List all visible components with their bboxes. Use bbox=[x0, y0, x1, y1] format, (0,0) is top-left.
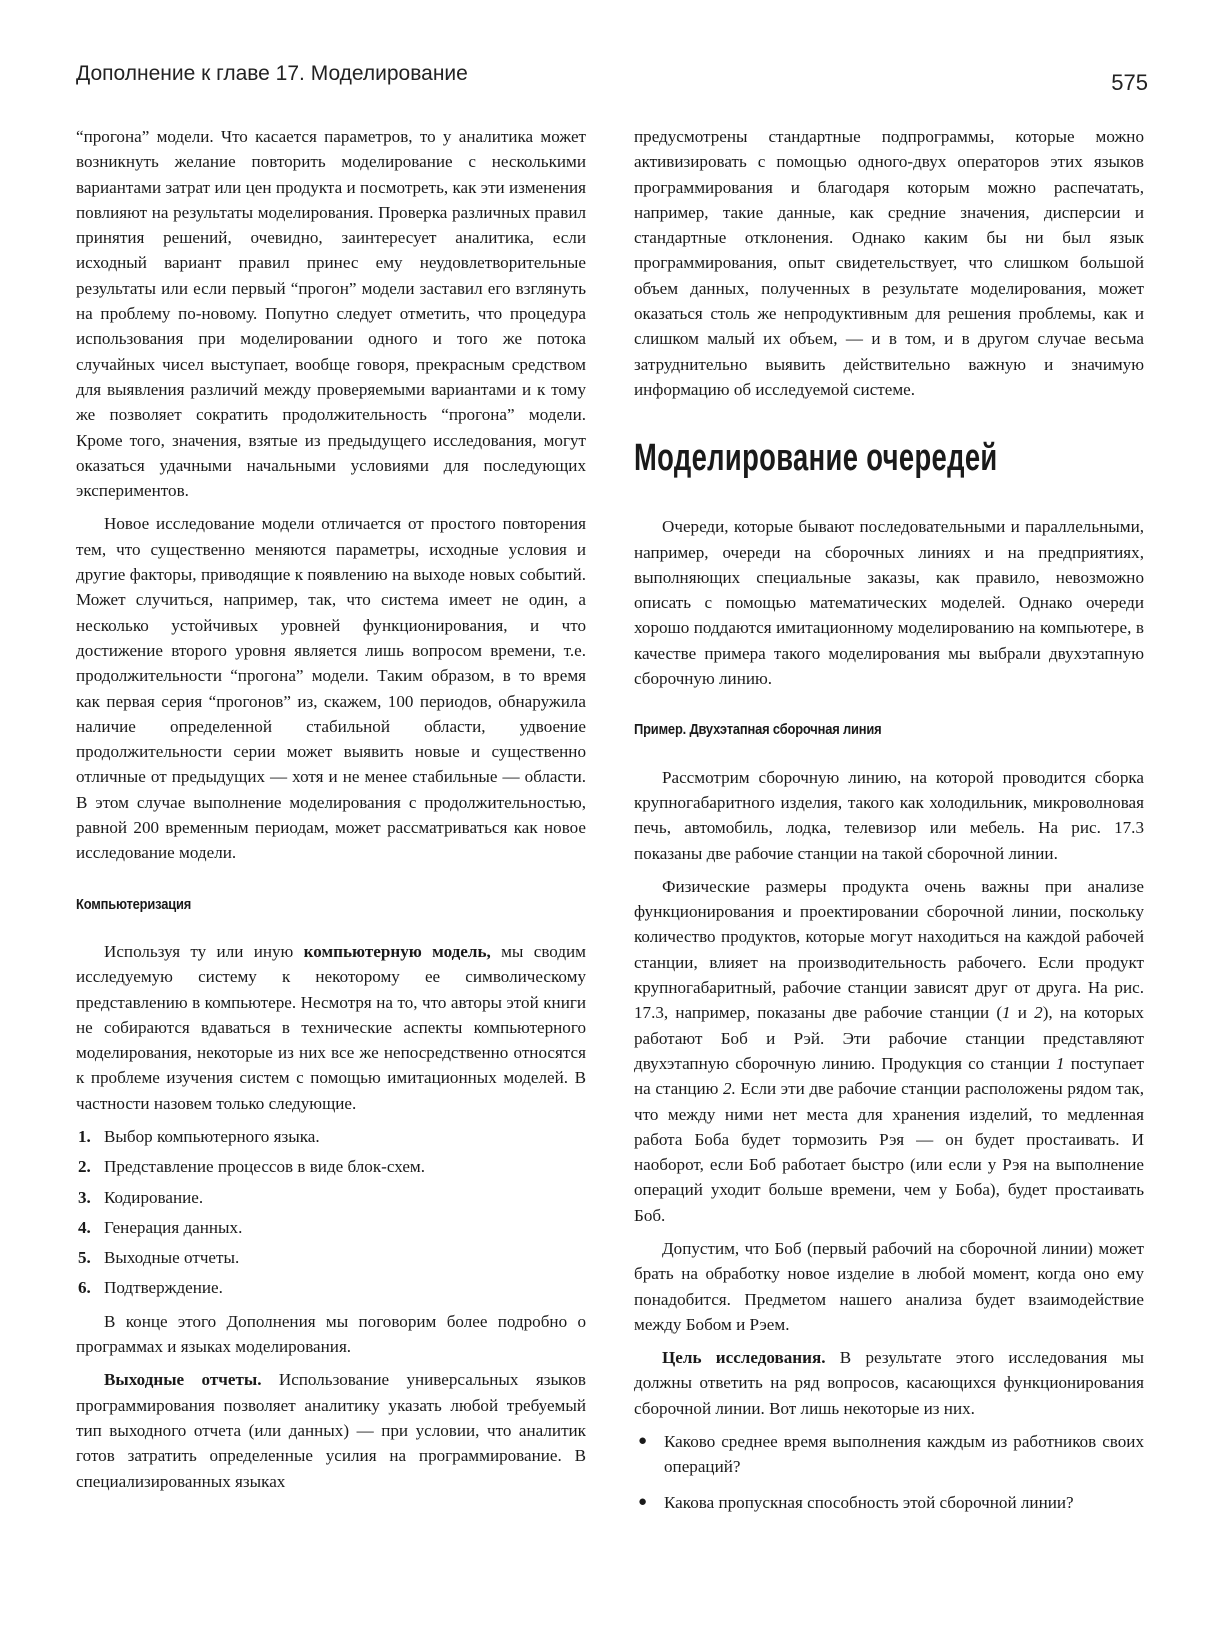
paragraph: Допустим, что Боб (первый рабочий на сборочной линии) может брать на обработку новое изделие в любой момент, когда оно ему понадобится. Предметом нашего анализа будет взаимодействие между Бобом и Рэем. bbox=[634, 1238, 1144, 1334]
italic-run: 1 bbox=[1002, 1003, 1011, 1023]
paragraph bbox=[634, 1345, 1144, 1421]
subheading-computerization: Компьютеризация bbox=[76, 895, 192, 913]
paragraph: предусмотрены стандартные подпрограммы, которые можно активизировать с помощью одного-двух операторов этих языков программирования и благодаря которым можно распечатать, например, такие данные, как средние значения, дисперсии и стандартные отклонения. Однако каким бы ни был язык программирования, опыт свидетельствует, что слишком большой объем данных, полученных в результате моделирования, может оказаться столь же непродуктивным для решения проблемы, как и слишком малый их объем, — и в том, и в другом случае весьма затруднительно выявить действительно важную и значимую информацию об исследуемой системе. bbox=[634, 127, 1144, 399]
list-item bbox=[76, 1275, 586, 1300]
list-text: Представление процессов в виде блок-схем. bbox=[104, 1157, 426, 1177]
list-number: 5. bbox=[78, 1248, 91, 1268]
bullet-dot-icon: ● bbox=[638, 1493, 648, 1510]
list-item bbox=[76, 1154, 586, 1179]
section-title: Моделирование очередей bbox=[634, 437, 998, 480]
list-text: Кодирование. bbox=[104, 1187, 204, 1207]
numbered-list bbox=[76, 1124, 586, 1301]
running-head: Дополнение к главе 17. Моделирование bbox=[76, 62, 468, 85]
text-run: Используя ту или иную bbox=[104, 941, 304, 961]
list-item bbox=[76, 1124, 586, 1149]
text-run: ), на которых работают Боб и Рэй. Эти рабочие станции представляют двухэтапную сборочную линию. Продукция со станции bbox=[634, 1003, 1144, 1073]
text-run: и bbox=[1010, 1003, 1035, 1023]
list-text: Выходные отчеты. bbox=[104, 1248, 240, 1268]
bullet-text: Каково среднее время выполнения каждым из работников своих операций? bbox=[664, 1432, 1144, 1477]
list-text: Подтверждение. bbox=[104, 1278, 223, 1298]
paragraph: Рассмотрим сборочную линию, на которой проводится сборка крупногабаритного изделия, такого как холодильник, микроволновая печь, автомобиль, лодка, телевизор или мебель. На рис. 17.3 показаны две рабочие станции на такой сборочной линии. bbox=[634, 767, 1144, 863]
text-run: Физические размеры продукта очень важны при анализе функционирования и проектировании сборочной линии, поскольку количество продуктов, которые могут находиться на каждой рабочей станции, влияет на производительность рабочего. Если продукт крупногабаритный, рабочие станции зависят друг от друга. На рис. 17.3, например, показаны две рабочие станции ( bbox=[634, 876, 1144, 1023]
italic-run: 1 bbox=[1056, 1053, 1065, 1073]
bullet-item bbox=[634, 1490, 1144, 1515]
bullet-list bbox=[634, 1429, 1144, 1515]
list-number: 4. bbox=[78, 1217, 91, 1237]
text-run: Если эти две рабочие станции расположены рядом так, что между ними нет места для хранения изделий, то медленная работа Боба будет тормозить Рэя — он будет простаивать. И наоборот, если Боб работает быстро (или если у Рэя на выполнение операций уходит больше времени, чем у Боба), будет простаивать Боб. bbox=[634, 1079, 1144, 1225]
paragraph bbox=[76, 1367, 586, 1493]
page-number: 575 bbox=[1111, 70, 1148, 95]
bold-term: компьютерную модель, bbox=[303, 941, 491, 961]
italic-run: 2. bbox=[723, 1079, 736, 1099]
bold-term: Выходные отчеты. bbox=[104, 1370, 262, 1390]
list-number: 3. bbox=[78, 1187, 91, 1207]
bullet-dot-icon: ● bbox=[638, 1433, 648, 1450]
list-number: 2. bbox=[78, 1157, 91, 1177]
paragraph: Новое исследование модели отличается от простого повторения тем, что существенно меняются параметры, исходные условия и другие факторы, приводящие к появлению на выходе новых событий. Может случиться, например, так, что система имеет не один, а несколько устойчивых уровней функционирования, и что достижение второго уровня является лишь вопросом времени, т.е. продолжительности “прогона” модели. Таким образом, в то время как первая серия “прогонов” из, скажем, 100 периодов, обнаружила наличие определенной стабильной области, удвоение продолжительности серии может выявить новые и существенно отличные от предыдущих — хотя и не менее стабильные — области. В этом случае выполнение моделирования с продолжительностью, равной 200 временным периодам, может рассматриваться как новое исследование модели. bbox=[76, 514, 586, 863]
bullet-item bbox=[634, 1429, 1144, 1480]
paragraph: “прогона” модели. Что касается параметров, то у аналитика может возникнуть желание повторить моделирование с несколькими вариантами затрат или цен продукта и посмотреть, как эти изменения повлияют на результаты моделирования. Проверка различных правил принятия решений, очевидно, заинтересует аналитика, если исходный вариант правил принес ему неудовлетворительные результаты или если первый “прогон” модели заставил его взглянуть на проблему по-новому. Попутно следует отметить, что процедура использования при моделировании одного и того же потока случайных чисел выступает, вообще говоря, прекрасным средством для выявления различий между проверяемыми вариантами и к тому же позволяет сократить продолжительность “прогона” модели. Кроме того, значения, взятые из предыдущего исследования, могут оказаться удачными начальными условиями для последующих экспериментов. bbox=[76, 127, 586, 501]
text-run: Использование универсальных языков программирования позволяет аналитику указать любой требуемый тип выходного отчета (или данных) — при условии, что аналитик готов затратить определенные усилия на программирование. В специализированных языках bbox=[76, 1370, 586, 1491]
bullet-text: Какова пропускная способность этой сборочной линии? bbox=[664, 1492, 1074, 1512]
paragraph bbox=[76, 939, 586, 1116]
list-text: Генерация данных. bbox=[104, 1217, 243, 1237]
list-item bbox=[76, 1185, 586, 1210]
paragraph bbox=[634, 874, 1144, 1228]
right-column bbox=[634, 124, 1144, 1525]
list-item bbox=[76, 1215, 586, 1240]
left-column bbox=[76, 124, 586, 1502]
italic-run: 2 bbox=[1034, 1003, 1043, 1023]
paragraph: В конце этого Дополнения мы поговорим более подробно о программах и языках моделирования. bbox=[76, 1311, 586, 1357]
text-run: мы сводим исследуемую систему к некоторому ее символическому представлению в компьютере. Несмотря на то, что авторы этой книги не собираются вдаваться в технические аспекты компьютерного моделирования, некоторые из них все же непосредственно относятся к проблеме изучения систем с помощью имитационных моделей. В частности назовем только следующие. bbox=[76, 941, 587, 1113]
list-number: 1. bbox=[78, 1126, 91, 1146]
paragraph: Очереди, которые бывают последовательными и параллельными, например, очереди на сборочных линиях и на предприятиях, выполняющих специальные заказы, как правило, невозможно описать с помощью математических моделей. Однако очереди хорошо поддаются имитационному моделированию на компьютере, в качестве примера такого моделирования мы выбрали двухэтапную сборочную линию. bbox=[634, 517, 1144, 689]
bold-term: Цель исследования. bbox=[662, 1348, 826, 1368]
text-run: поступает на станцию bbox=[634, 1053, 1144, 1099]
list-number: 6. bbox=[78, 1278, 91, 1298]
list-text: Выбор компьютерного языка. bbox=[104, 1126, 320, 1146]
list-item bbox=[76, 1245, 586, 1270]
text-run: В результате этого исследования мы должны ответить на ряд вопросов, касающихся функционирования сборочной линии. Вот лишь некоторые из них. bbox=[634, 1348, 1144, 1418]
subheading-example: Пример. Двухэтапная сборочная линия bbox=[634, 721, 882, 739]
